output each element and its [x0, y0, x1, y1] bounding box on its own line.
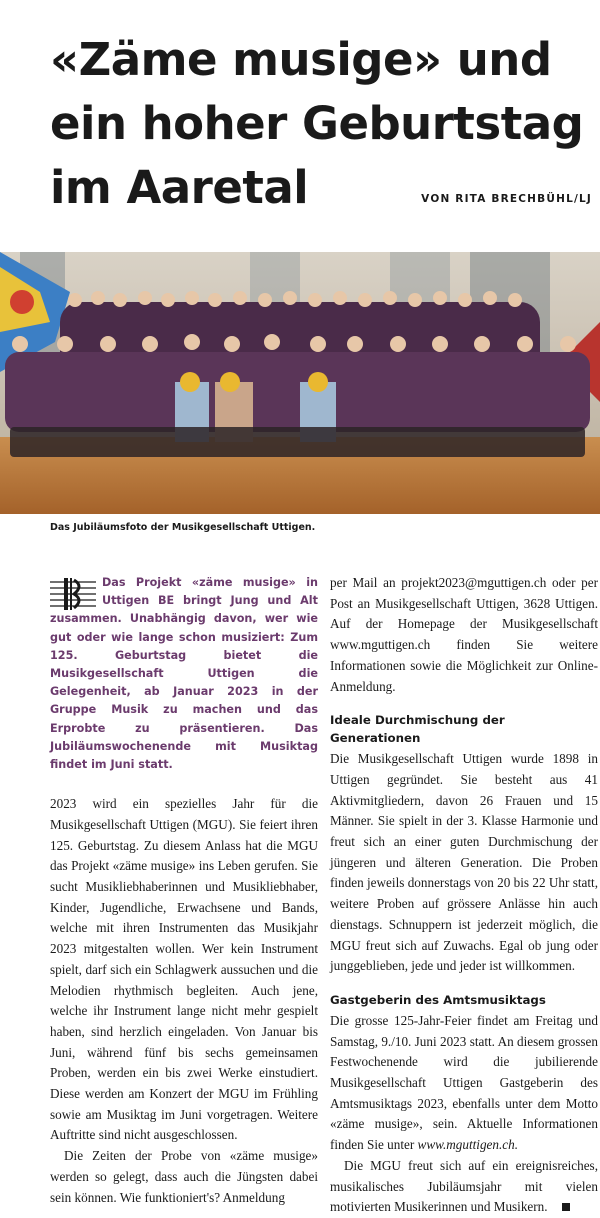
end-square-icon	[562, 1203, 570, 1211]
lead-paragraph	[50, 574, 318, 774]
byline: VON RITA BRECHBÜHL/LJ	[421, 193, 592, 205]
column-left	[50, 574, 318, 1208]
music-staff-logo-icon	[50, 576, 96, 610]
paragraph-5-text: Die MGU freut sich auf ein ereignisreiches, musikalisches Jubiläumsjahr mit vielen motivierten Musikerinnen und Musikern.	[330, 1157, 598, 1215]
paragraph-4	[330, 1011, 598, 1156]
lead-text: Das Projekt «zäme musige» in Uttigen BE bringt Jung und Alt zusammen. Unabhängig davon, wer wie gut oder wie lange schon musiziert: Zum 125. Geburtstag bietet die Musikgesellschaft Uttigen die Gelegenheit, ab Januar 2023 in der Gruppe Musik zu machen und das Erprobte zu präsentieren. Das Jubiläumswochenende mit Musiktag findet im Juni statt.	[50, 576, 318, 772]
paragraph-2: Die Zeiten der Probe von «zäme musige» werden so gelegt, dass auch die Jüngsten dabei sein können. Wie funktioniert's? Anmeldung	[50, 1148, 318, 1205]
title-line-1: «Zäme musige» und	[50, 33, 552, 86]
group-photo	[0, 252, 600, 514]
paragraph-4-text: Die grosse 125-Jahr-Feier findet am Freitag und Samstag, 9./10. Juni 2023 statt. An diesem grossen Festwochenende wird die jubilierende Musikgesellschaft Uttigen Gastgeberin des Amtsmusiktags 2023, ebenfalls unter dem Motto «zäme musige», sein. Aktuelle Informationen finden Sie unter	[330, 1012, 598, 1153]
paragraph-5	[330, 1156, 598, 1218]
photo-caption: Das Jubiläumsfoto der Musikgesellschaft Uttigen.	[50, 522, 316, 533]
column-right	[330, 573, 598, 1218]
article-title	[50, 28, 590, 220]
title-line-3: im Aaretal	[50, 161, 309, 214]
subheading-generations: Ideale Durchmischung der Generationen	[330, 713, 505, 746]
paragraph-3: Die Musikgesellschaft Uttigen wurde 1898 in Uttigen gegründet. Sie besteht aus 41 Aktivmitgliedern, davon 26 Frauen und 15 Männer. Sie spielt in der 3. Klasse Harmonie und freut sich an einer guten Durchmischung der jüngeren und älteren Generation. Die Proben finden jeweils donnerstags von 20 bis 22 Uhr statt, weitere Proben auf grössere Anlässe hin auch dienstags. Schnuppern ist jederzeit möglich, die MGU freut sich auf Zuwachs. Egal ob jung oder junggeblieben, jede und jeder ist willkommen.	[330, 751, 598, 974]
title-line-2: ein hoher Geburtstag	[50, 97, 584, 150]
subheading-amtsmusiktag: Gastgeberin des Amtsmusiktags	[330, 992, 546, 1007]
paragraph-1: 2023 wird ein spezielles Jahr für die Musikgesellschaft Uttigen (MGU). Sie feiert ihren 125. Geburtstag. Zu diesem Anlass hat die MGU das Projekt «zäme musige» ins Leben gerufen. Sie sucht Musikliebhaberinnen und Musikliebhaber, Kinder, Jugendliche, Erwachsene und Bands, welche mit ihren Instrumenten das Musikjahr 2023 mitgestalten wollen. Wer kein Instrument spielt, darf sich ein Schlagwerk aussuchen und die Melodien rhythmisch begleiten. Auch jene, welche ihr Instrument lange nicht mehr gespielt haben, sind herzlich eingeladen. Von Januar bis Juni, während fünf bis sechs gemeinsamen Proben, werden ein bis zwei Werke einstudiert. Diese werden am Konzert der MGU im Frühling sowie am Musiktag im Juni vorgetragen. Weitere Auftritte sind nicht ausgeschlossen.	[50, 796, 318, 1143]
paragraph-2-continued: per Mail an projekt2023@mguttigen.ch oder per Post an Musikgesellschaft Uttigen, 3628 Uttigen. Auf der Homepage der Musikgesellschaft www.mguttigen.ch finden Sie weitere Informationen sowie die Möglichkeit zur Online-Anmeldung.	[330, 575, 598, 694]
website-link[interactable]: www.mguttigen.ch.	[417, 1137, 519, 1153]
